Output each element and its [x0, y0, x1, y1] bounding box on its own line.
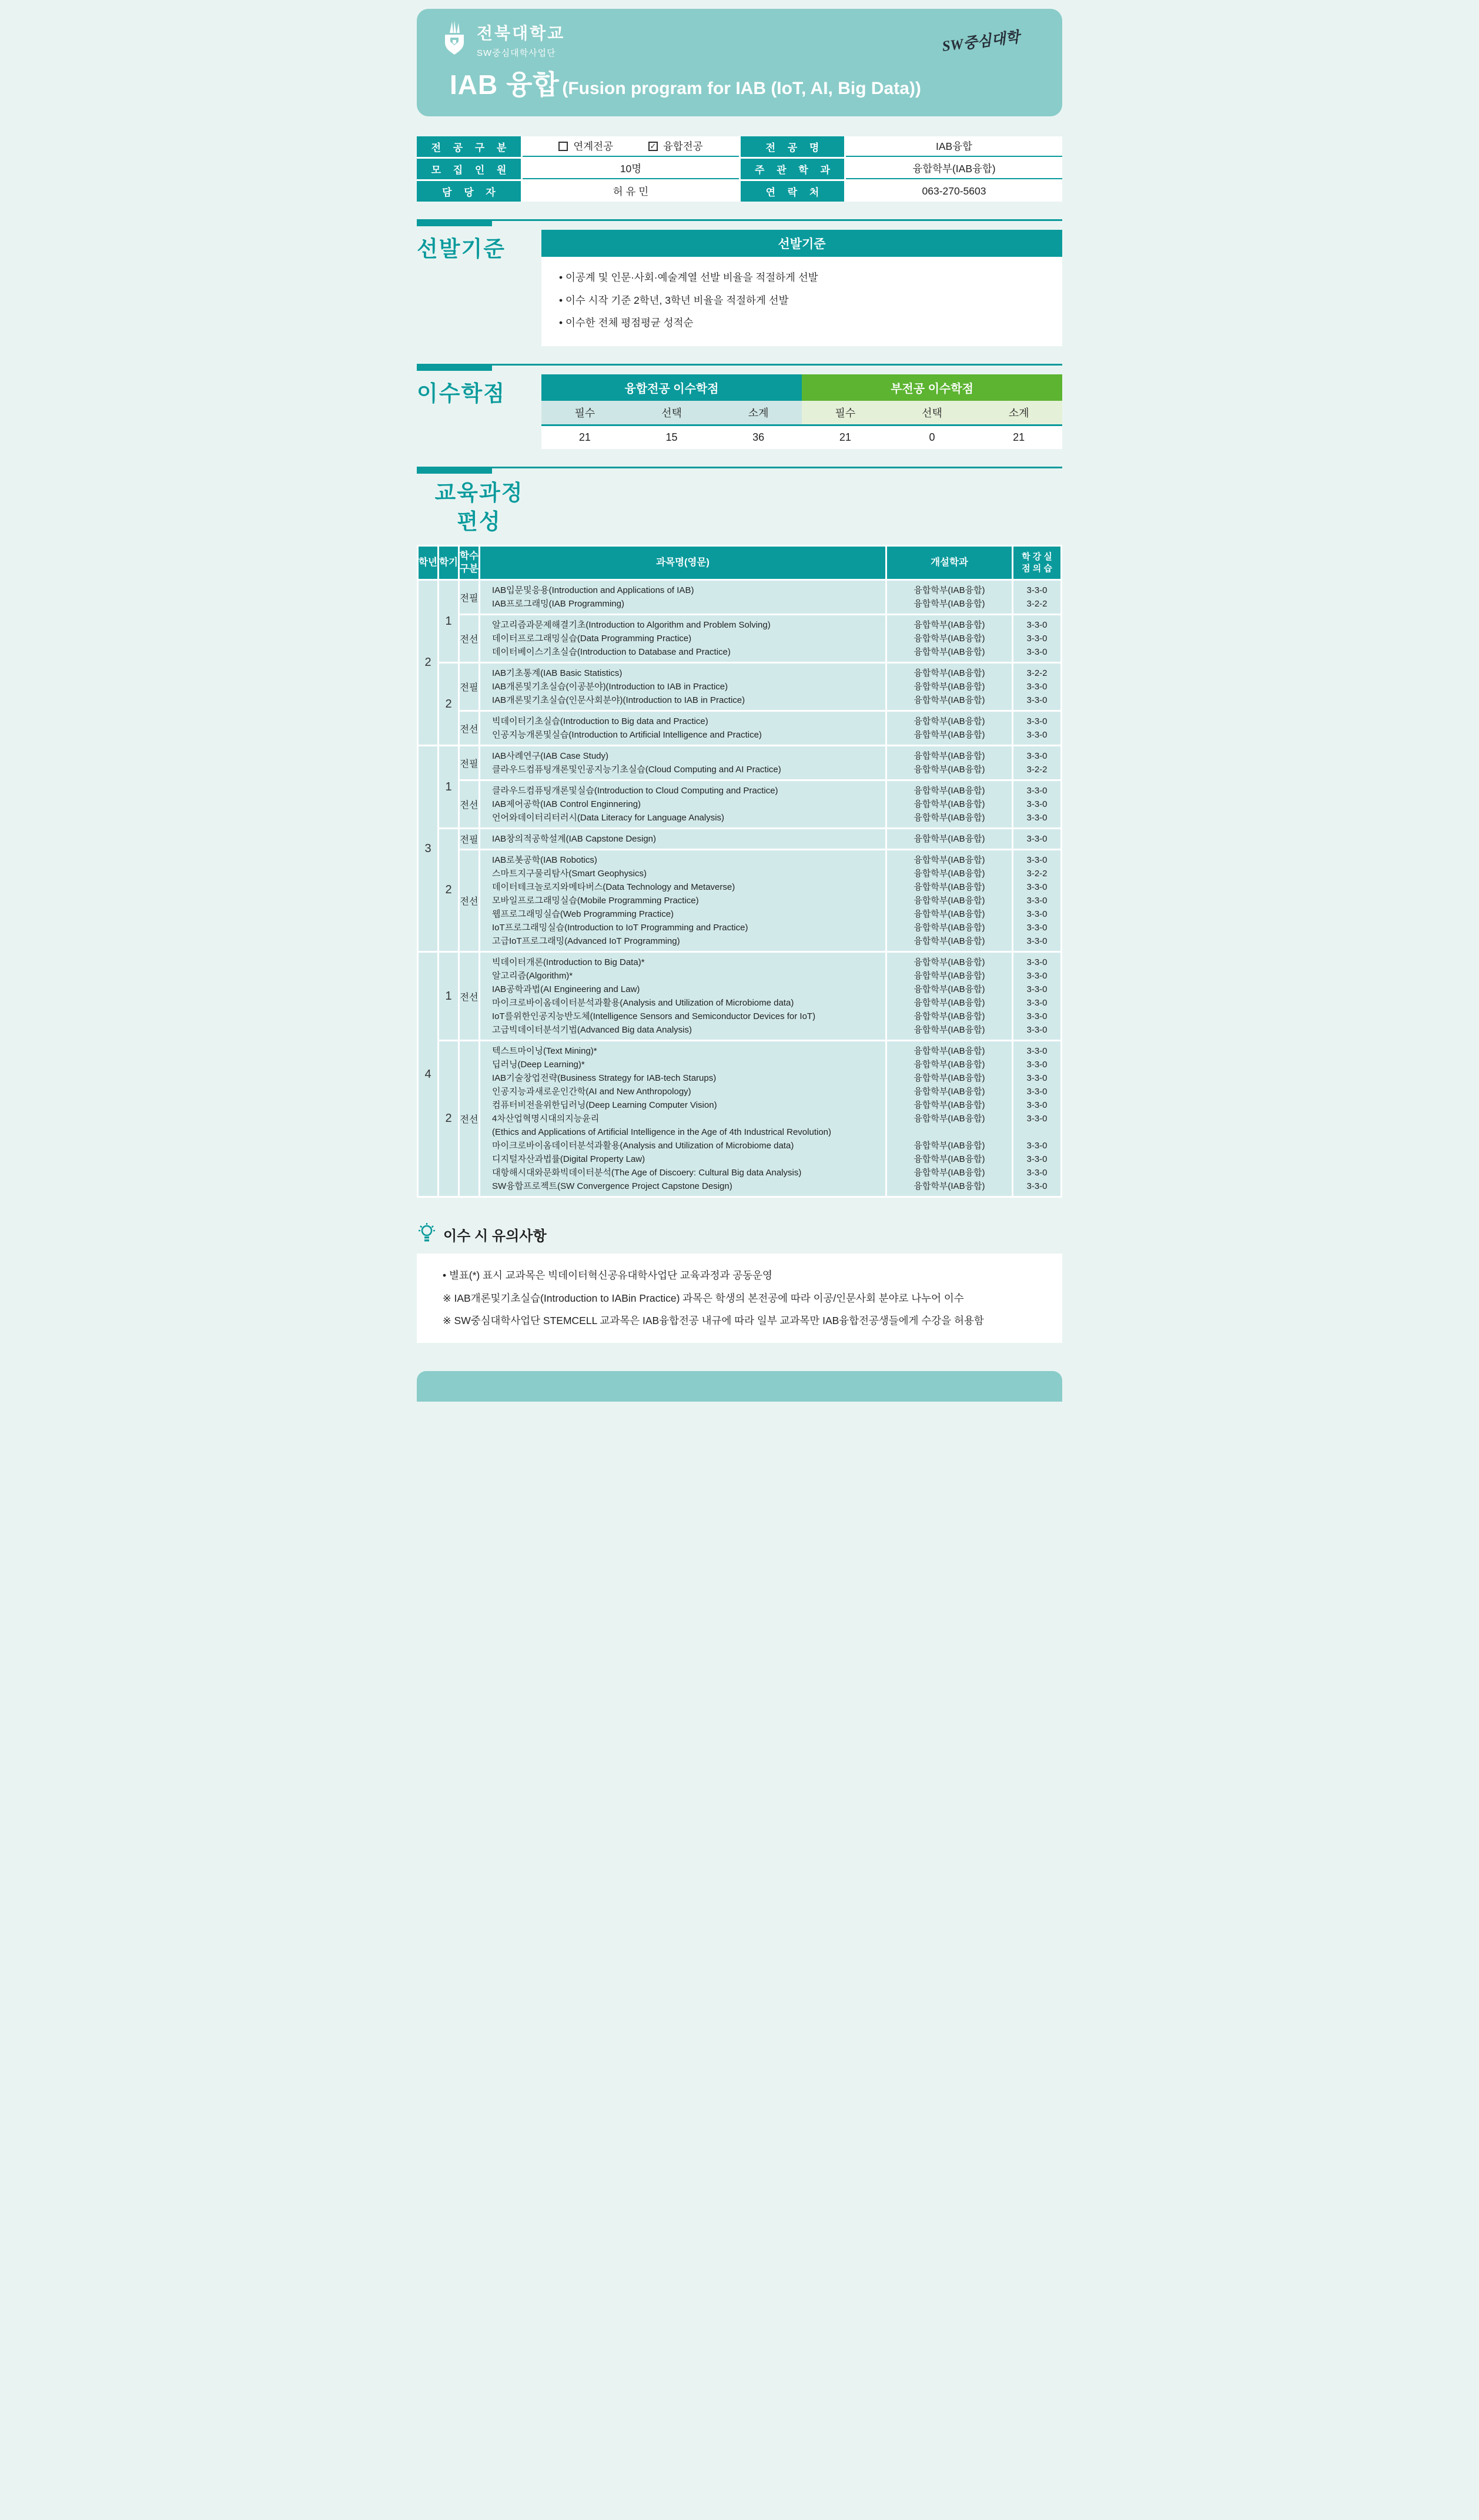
course-name: 디지털자산과법률(Digital Property Law) — [492, 1154, 645, 1165]
course-dept: 융합학부(IAB융합) — [914, 1046, 985, 1057]
curriculum-header-row — [419, 547, 1060, 579]
course-dept-cell — [887, 781, 1012, 827]
course-name: 컴퓨터비전을위한딥러닝(Deep Learning Computer Vision) — [492, 1100, 717, 1111]
label-managing-dept: 주 관 학 과 — [741, 159, 844, 179]
course-dept: 융합학부(IAB융합) — [914, 585, 985, 596]
course-credit-cell — [1013, 850, 1060, 951]
curriculum-group-row — [419, 781, 1060, 827]
course-credit: 3-3-0 — [1026, 786, 1048, 796]
major-name-value: IAB융합 — [846, 136, 1062, 157]
course-dept: 융합학부(IAB융합) — [914, 909, 985, 920]
minor-credits-header: 부전공 이수학점 — [802, 374, 1062, 401]
course-credit: 3-2-2 — [1026, 599, 1048, 609]
course-name: 스마트지구물리탐사(Smart Geophysics) — [492, 869, 647, 879]
course-name: 데이터프로그래밍실습(Data Programming Practice) — [492, 634, 692, 644]
course-name-cell — [480, 712, 885, 745]
course-credit-cell — [1013, 953, 1060, 1040]
course-dept: 융합학부(IAB융합) — [914, 1168, 985, 1178]
credits-subheader: 소계 — [975, 401, 1062, 424]
curriculum-section-rule — [417, 467, 1062, 474]
course-credit: 3-2-2 — [1026, 869, 1048, 879]
header-dept: 개설학과 — [887, 547, 1012, 579]
org-name: SW중심대학사업단 — [477, 48, 556, 58]
course-name: 빅데이터개론(Introduction to Big Data)* — [492, 957, 645, 968]
course-name: IAB로봇공학(IAB Robotics) — [492, 855, 597, 866]
note-item: ※ IAB개론및기초실습(Introduction to IABin Practice) 과목은 학생의 본전공에 따라 이공/인문사회 분야로 나누어 이수 — [443, 1292, 964, 1304]
credits-section-rule — [417, 364, 1062, 371]
lightbulb-icon — [417, 1222, 437, 1246]
curriculum-title-line1: 교육과정 — [434, 480, 524, 505]
recruit-count-value: 10명 — [523, 159, 739, 179]
credits-value: 21 — [578, 431, 591, 443]
course-dept: 융합학부(IAB융합) — [914, 971, 985, 981]
label-recruit-count: 모 집 인 원 — [417, 159, 521, 179]
course-credit: 3-3-0 — [1026, 682, 1048, 692]
course-credit: 3-3-0 — [1026, 730, 1048, 740]
course-credit: 3-3-0 — [1026, 957, 1048, 968]
semester-cell: 2 — [439, 829, 458, 951]
course-name: SW융합프로젝트(SW Convergence Project Capstone Design) — [492, 1181, 732, 1192]
checkbox-fusion-major — [648, 139, 703, 153]
header-semester: 학기 — [439, 547, 458, 579]
course-type-cell: 전선 — [460, 1041, 478, 1196]
course-dept-cell — [887, 829, 1012, 849]
credits-value: 0 — [929, 431, 935, 443]
course-dept: 융합학부(IAB융합) — [914, 695, 985, 706]
contact-person-value: 허 유 민 — [523, 181, 739, 202]
course-type-cell: 전필 — [460, 663, 478, 710]
course-name: IoT를위한인공지능반도체(Intelligence Sensors and Semiconductor Devices for IoT) — [492, 1011, 816, 1022]
course-credit: 3-3-0 — [1026, 695, 1048, 706]
criteria-list — [541, 257, 1062, 346]
footer-bar — [417, 1371, 1062, 1402]
curriculum-group-row — [419, 615, 1060, 662]
course-type-cell: 전선 — [460, 953, 478, 1040]
course-credit-cell — [1013, 581, 1060, 614]
sw-university-signature: SW중심대학 — [941, 29, 1021, 55]
course-type-cell: 전선 — [460, 781, 478, 827]
curriculum-section-title — [417, 478, 541, 537]
course-dept: 융합학부(IAB융합) — [914, 668, 985, 679]
course-name: 대항해시대와문화빅데이터분석(The Age of Discoery: Cultural Big data Analysis) — [492, 1168, 802, 1178]
course-name: IAB기초통계(IAB Basic Statistics) — [492, 668, 623, 679]
course-name: 데이터베이스기초실습(Introduction to Database and Practice) — [492, 647, 731, 658]
course-dept: 융합학부(IAB융합) — [914, 647, 985, 658]
grade-cell: 2 — [419, 581, 437, 745]
course-name: IAB제어공학(IAB Control Enginnering) — [492, 799, 641, 810]
curriculum-group-row — [419, 581, 1060, 614]
course-dept-cell — [887, 712, 1012, 745]
phone-value: 063-270-5603 — [846, 181, 1062, 202]
course-credit: 3-3-0 — [1026, 896, 1048, 906]
course-credit: 3-3-0 — [1026, 1046, 1048, 1057]
course-name: IAB기술창업전략(Business Strategy for IAB-tech Starups) — [492, 1073, 717, 1084]
course-credit: 3-3-0 — [1026, 998, 1048, 1008]
course-type-cell: 전필 — [460, 746, 478, 779]
course-dept: 융합학부(IAB융합) — [914, 869, 985, 879]
course-dept: 융합학부(IAB융합) — [914, 1114, 985, 1124]
course-name: IAB개론및기초실습(인문사회분야)(Introduction to IAB in Practice) — [492, 695, 745, 706]
course-name-cell — [480, 746, 885, 779]
course-name: 웹프로그래밍실습(Web Programming Practice) — [492, 909, 674, 920]
course-name-cell — [480, 781, 885, 827]
course-dept: 융합학부(IAB융합) — [914, 1154, 985, 1165]
course-dept: 융합학부(IAB융합) — [914, 855, 985, 866]
credits-value: 21 — [1013, 431, 1025, 443]
course-dept: 융합학부(IAB융합) — [914, 799, 985, 810]
course-credit: 3-3-0 — [1026, 855, 1048, 866]
course-credit-cell — [1013, 829, 1060, 849]
course-credit: 3-2-2 — [1026, 765, 1048, 775]
checkbox-linked-major — [558, 139, 613, 153]
course-name: 텍스트마이닝(Text Mining)* — [492, 1046, 597, 1057]
course-dept: 융합학부(IAB융합) — [914, 813, 985, 823]
curriculum-title-line2: 편성 — [457, 510, 501, 534]
course-dept-cell — [887, 615, 1012, 662]
course-credit-cell — [1013, 712, 1060, 745]
course-name: 알고리즘과문제해결기초(Introduction to Algorithm and Problem Solving) — [492, 620, 771, 631]
semester-cell: 1 — [439, 746, 458, 827]
course-name: 고급IoT프로그래밍(Advanced IoT Programming) — [492, 936, 680, 947]
curriculum-group-row — [419, 1041, 1060, 1196]
course-dept: 융합학부(IAB융합) — [914, 1181, 985, 1192]
course-credit-cell — [1013, 746, 1060, 779]
course-credit: 3-3-0 — [1026, 882, 1048, 893]
course-name: 인공지능과새로운인간학(AI and New Anthropology) — [492, 1087, 691, 1097]
course-credit: 3-3-0 — [1026, 647, 1048, 658]
credits-subheader: 선택 — [628, 401, 715, 424]
course-name: IAB공학과법(AI Engineering and Law) — [492, 984, 640, 995]
course-type-cell: 전선 — [460, 712, 478, 745]
note-item: • 별표(*) 표시 교과목은 빅데이터혁신공유대학사업단 교육과정과 공동운영 — [443, 1269, 772, 1282]
course-name: 언어와데이터리터러시(Data Literacy for Language Analysis) — [492, 813, 725, 823]
course-name-cell — [480, 1041, 885, 1196]
course-dept: 융합학부(IAB융합) — [914, 923, 985, 933]
program-poster-page — [370, 0, 1109, 1402]
course-name: 빅데이터기초실습(Introduction to Big data and Practice) — [492, 716, 708, 727]
course-dept: 융합학부(IAB융합) — [914, 984, 985, 995]
course-credit: 3-3-0 — [1026, 1060, 1048, 1070]
course-credit-cell — [1013, 615, 1060, 662]
semester-cell: 2 — [439, 1041, 458, 1196]
credits-value: 21 — [839, 431, 851, 443]
course-name-english: (Ethics and Applications of Artificial Intelligence in the Age of 4th Industrical Revolution) — [492, 1127, 831, 1138]
checkbox-unchecked-icon — [558, 142, 568, 151]
header-credit: 학 강 실 점 의 습 — [1013, 547, 1060, 579]
course-credit: 3-3-0 — [1026, 1154, 1048, 1165]
course-credit: 3-3-0 — [1026, 799, 1048, 810]
course-credit: 3-3-0 — [1026, 716, 1048, 727]
course-credit-blank — [1013, 1125, 1060, 1139]
course-name-cell — [480, 850, 885, 951]
course-dept: 융합학부(IAB융합) — [914, 936, 985, 947]
university-emblem-icon — [438, 21, 470, 59]
course-name: 인공지능개론및실습(Introduction to Artificial Intelligence and Practice) — [492, 730, 762, 740]
course-credit: 3-3-0 — [1026, 634, 1048, 644]
course-credit: 3-3-0 — [1026, 1100, 1048, 1111]
label-phone: 연 락 처 — [741, 181, 844, 202]
major-type-cell — [523, 136, 739, 157]
credits-subheader: 선택 — [889, 401, 976, 424]
course-name: IAB사례연구(IAB Case Study) — [492, 751, 609, 762]
course-credit: 3-3-0 — [1026, 1181, 1048, 1192]
program-title-english: (Fusion program for IAB (IoT, AI, Big Data)) — [562, 79, 921, 98]
course-dept: 융합학부(IAB융합) — [914, 599, 985, 609]
course-dept: 융합학부(IAB융합) — [914, 882, 985, 893]
course-dept: 융합학부(IAB융합) — [914, 716, 985, 727]
criteria-item: • 이공계 및 인문·사회·예술계열 선발 비율을 적절하게 선발 — [559, 272, 818, 283]
course-type-cell: 전필 — [460, 829, 478, 849]
checkbox-checked-icon — [648, 142, 658, 151]
course-name: IoT프로그래밍실습(Introduction to IoT Programming and Practice) — [492, 923, 748, 933]
course-dept: 융합학부(IAB융합) — [914, 751, 985, 762]
criteria-section-title: 선발기준 — [417, 237, 506, 261]
course-credit: 3-3-0 — [1026, 923, 1048, 933]
semester-cell: 1 — [439, 953, 458, 1040]
note-item: ※ SW중심대학사업단 STEMCELL 교과목은 IAB융합전공 내규에 따라 일부 교과목만 IAB융합전공생들에게 수강을 허용함 — [443, 1315, 984, 1327]
header-course-name: 과목명(영문) — [480, 547, 885, 579]
fusion-major-credits-header: 융합전공 이수학점 — [541, 374, 802, 401]
criteria-box — [541, 230, 1062, 346]
course-dept: 융합학부(IAB융합) — [914, 730, 985, 740]
course-dept-blank — [887, 1125, 1012, 1139]
course-credit: 3-3-0 — [1026, 1073, 1048, 1084]
course-name: 클라우드컴퓨팅개론및실습(Introduction to Cloud Computing and Practice) — [492, 786, 778, 796]
course-dept: 융합학부(IAB융합) — [914, 682, 985, 692]
managing-dept-value: 융합학부(IAB융합) — [846, 159, 1062, 179]
course-credit: 3-3-0 — [1026, 585, 1048, 596]
checkbox-label: 연계전공 — [573, 140, 613, 152]
course-dept: 융합학부(IAB융합) — [914, 786, 985, 796]
notes-title: 이수 시 유의사항 — [443, 1228, 547, 1245]
course-dept: 융합학부(IAB융합) — [914, 765, 985, 775]
label-major-type: 전 공 구 분 — [417, 136, 521, 157]
credits-table — [541, 374, 1062, 449]
course-dept: 융합학부(IAB융합) — [914, 1060, 985, 1070]
course-dept: 융합학부(IAB융합) — [914, 1011, 985, 1022]
course-name: 4차산업혁명시대의지능윤리 — [492, 1114, 600, 1124]
course-name: 데이터테크놀로지와메타버스(Data Technology and Metaverse) — [492, 882, 735, 893]
course-name-cell — [480, 829, 885, 849]
curriculum-group-row — [419, 663, 1060, 710]
curriculum-group-row — [419, 746, 1060, 779]
course-credit: 3-3-0 — [1026, 1168, 1048, 1178]
course-credit: 3-3-0 — [1026, 984, 1048, 995]
program-info-table — [417, 136, 1062, 202]
course-credit: 3-3-0 — [1026, 813, 1048, 823]
course-name: IAB입문및응용(Introduction and Applications of IAB) — [492, 585, 694, 596]
course-credit: 3-3-0 — [1026, 834, 1048, 845]
course-dept-cell — [887, 746, 1012, 779]
criteria-section-rule — [417, 219, 1062, 226]
course-dept: 융합학부(IAB융합) — [914, 998, 985, 1008]
credits-section-title: 이수학점 — [417, 381, 506, 406]
course-dept: 융합학부(IAB융합) — [914, 1087, 985, 1097]
university-logo — [438, 21, 565, 59]
criteria-box-title: 선발기준 — [541, 230, 1062, 257]
curriculum-table — [417, 545, 1062, 1198]
credits-subheader: 필수 — [802, 401, 889, 424]
course-name-cell — [480, 663, 885, 710]
course-dept-cell — [887, 850, 1012, 951]
credits-value: 15 — [665, 431, 678, 443]
criteria-item: • 이수한 전체 평점평균 성적순 — [559, 317, 694, 329]
criteria-section — [417, 230, 1062, 346]
program-title — [450, 63, 921, 102]
course-credit: 3-3-0 — [1026, 1141, 1048, 1151]
checkbox-label: 융합전공 — [663, 140, 703, 152]
credits-section — [417, 374, 1062, 449]
course-type-cell: 전필 — [460, 581, 478, 614]
course-name-cell — [480, 615, 885, 662]
grade-cell: 3 — [419, 746, 437, 951]
course-credit: 3-3-0 — [1026, 971, 1048, 981]
course-dept: 융합학부(IAB융합) — [914, 957, 985, 968]
curriculum-group-row — [419, 953, 1060, 1040]
course-credit-cell — [1013, 1041, 1060, 1196]
course-dept: 융합학부(IAB융합) — [914, 634, 985, 644]
course-name-cell — [480, 581, 885, 614]
credits-subheader: 소계 — [715, 401, 802, 424]
label-contact-person: 담 당 자 — [417, 181, 521, 202]
course-credit: 3-3-0 — [1026, 1011, 1048, 1022]
course-dept: 융합학부(IAB융합) — [914, 1073, 985, 1084]
course-credit: 3-3-0 — [1026, 1087, 1048, 1097]
course-name: 알고리즘(Algorithm)* — [492, 971, 573, 981]
notes-title-row — [417, 1222, 1062, 1246]
curriculum-group-row — [419, 712, 1060, 745]
course-credit: 3-3-0 — [1026, 751, 1048, 762]
course-credit: 3-3-0 — [1026, 620, 1048, 631]
course-type-cell: 전선 — [460, 850, 478, 951]
course-name: 고급빅데이터분석기법(Advanced Big data Analysis) — [492, 1025, 692, 1036]
course-type-cell: 전선 — [460, 615, 478, 662]
course-credit: 3-3-0 — [1026, 1025, 1048, 1036]
course-name: 딥러닝(Deep Learning)* — [492, 1060, 585, 1070]
semester-cell: 1 — [439, 581, 458, 662]
course-name-cell — [480, 953, 885, 1040]
curriculum-group-row — [419, 850, 1060, 951]
course-dept-cell — [887, 663, 1012, 710]
course-dept: 융합학부(IAB융합) — [914, 834, 985, 845]
program-title-korean: IAB 융합 — [450, 69, 560, 100]
university-name: 전북대학교 — [477, 24, 566, 42]
course-credit: 3-3-0 — [1026, 1114, 1048, 1124]
credits-value: 36 — [752, 431, 765, 443]
course-name: 마이크로바이옴데이터분석과활용(Analysis and Utilization of Microbiome data) — [492, 998, 794, 1008]
curriculum-table-body — [419, 581, 1060, 1196]
semester-cell: 2 — [439, 663, 458, 745]
course-dept: 융합학부(IAB융합) — [914, 1025, 985, 1036]
course-dept-cell — [887, 1041, 1012, 1196]
course-name: 마이크로바이옴데이터분석과활용(Analysis and Utilization of Microbiome data) — [492, 1141, 794, 1151]
header-banner — [417, 9, 1062, 116]
header-grade: 학년 — [419, 547, 437, 579]
course-dept: 융합학부(IAB융합) — [914, 1141, 985, 1151]
curriculum-group-row — [419, 829, 1060, 849]
label-major-name: 전 공 명 — [741, 136, 844, 157]
grade-cell: 4 — [419, 953, 437, 1196]
credits-subheader: 필수 — [541, 401, 628, 424]
course-name: IAB프로그래밍(IAB Programming) — [492, 599, 624, 609]
course-dept: 융합학부(IAB융합) — [914, 896, 985, 906]
course-credit: 3-2-2 — [1026, 668, 1048, 679]
header-course-type: 학수 구분 — [460, 547, 478, 579]
course-dept: 융합학부(IAB융합) — [914, 1100, 985, 1111]
criteria-item: • 이수 시작 기준 2학년, 3학년 비율을 적절하게 선발 — [559, 294, 789, 306]
course-name: 모바일프로그래밍실습(Mobile Programming Practice) — [492, 896, 699, 906]
notes-box — [417, 1254, 1062, 1343]
course-credit: 3-3-0 — [1026, 936, 1048, 947]
course-name: 클라우드컴퓨팅개론및인공지능기초실습(Cloud Computing and AI Practice) — [492, 765, 781, 775]
course-dept-cell — [887, 581, 1012, 614]
course-dept: 융합학부(IAB융합) — [914, 620, 985, 631]
course-credit: 3-3-0 — [1026, 909, 1048, 920]
course-credit-cell — [1013, 781, 1060, 827]
course-dept-cell — [887, 953, 1012, 1040]
course-credit-cell — [1013, 663, 1060, 710]
course-name: IAB개론및기초실습(이공분야)(Introduction to IAB in Practice) — [492, 682, 728, 692]
course-name: IAB창의적공학설계(IAB Capstone Design) — [492, 834, 657, 845]
